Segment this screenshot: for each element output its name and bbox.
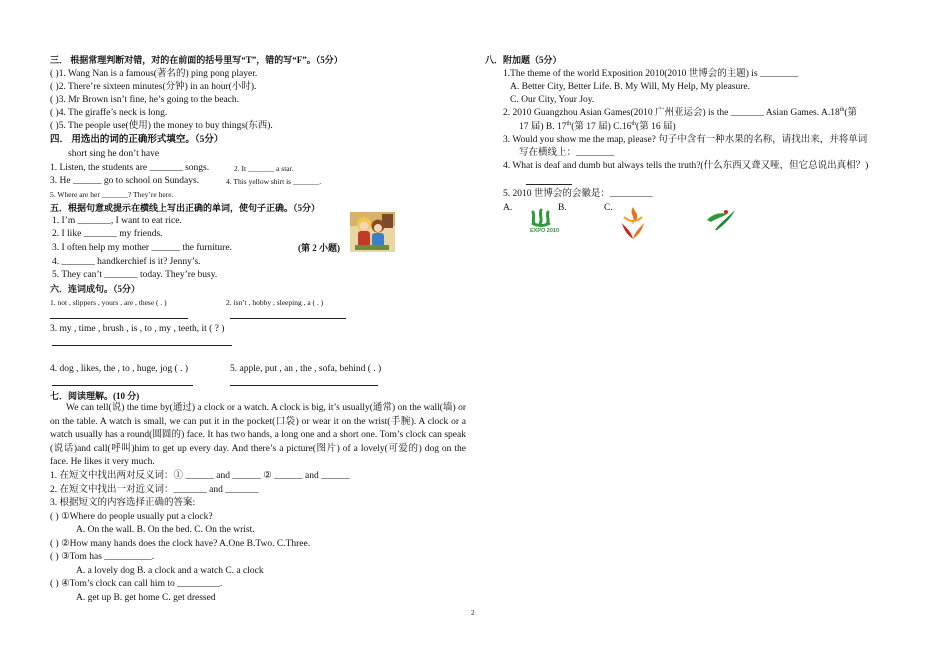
s7-choice-1-options: A. On the wall. B. On the bed. C. On the wrist. [76,525,255,535]
s7-q3: 3. 根据短文的内容选择正确的答案: [50,498,196,508]
ribbon-logo [705,208,737,232]
reading-passage: We can tell(说) the time by(通过) a clock or a watch. A clock is big, it’s usually(通常) on the wall(墙) or on the table. A watch is small, we can put it in the pocket(口袋) or wear it on the wrist(手腕). A clock or a watch usually has a round(圆圆的) face. It has two hands, a long one and a short one. Tom’s clock can speak (说话)and call(呼叫)him to get up every day. And there’s a picture(图片) of a lovely(可爱的) dog on the face. He likes it very much. [50,403,466,467]
s8-q2-part-d: (第 17 届) C.16 [571,122,632,132]
option-c-label: C. [604,203,613,213]
ordinal-suffix: th [631,120,637,127]
s5-item-3: 3. I often help my mother ______ the furniture. [52,243,232,253]
s5-item-4: 4. _______ handkerchief is it? Jenny’s. [52,257,201,267]
s7-choice-3: ( ) ③Tom has __________. [50,552,155,562]
s4-word-bank: short sing he don’t have [68,149,160,159]
page-number: 2 [471,609,475,617]
section-3-title: 三． 根据常理判断对错，对的在前面的括号里写“T”，错的写“F”。（5分） [50,55,343,65]
section-6-title: 六．连词成句。（5分） [50,284,141,294]
s3-item-1: ( )1. Wang Nan is a famous(著名的) ping pong player. [50,69,258,79]
s3-item-3: ( )3. Mr Brown isn’t fine, he’s going to the beach. [50,95,239,105]
s6-answer-line-5[interactable] [230,385,378,386]
s8-q3: 3. Would you show me the map, please? 句子中含有一种水果的名称，请找出来，并将单词 [503,135,868,145]
s8-q1-option-c: C. Our City, Your Joy. [510,95,595,105]
s7-choice-4-options: A. get up B. get home C. get dressed [76,593,216,603]
s7-choice-1: ( ) ①Where do people usually put a clock? [50,512,213,522]
s8-q2-part-b: (第 [844,108,858,118]
s8-q5: 5. 2010 世博会的会徽是：_________ [503,189,653,199]
s4-q2: 2. It _______ a star. [234,164,294,173]
option-b-label: B. [558,203,567,213]
s8-q2 [503,107,857,119]
flame-logo [618,205,648,241]
s6-answer-line-2[interactable] [230,318,346,319]
s7-choice-3-options: A. a lovely dog B. a clock and a watch C. a clock [76,566,264,576]
s8-q2-part-c: 17 届) B. 17 [519,122,567,132]
s8-q4: 4. What is deaf and dumb but always tells the truth?(什么东西又聋又哑，但它总说出真相？) [503,161,869,171]
expo-logo-text: EXPO 2010 [530,228,560,234]
s4-q1: 1. Listen, the students are _______ songs. [50,163,210,173]
s6-q2: 2. isn’t , hobby , sleeping , a ( . ) [226,298,324,307]
s6-answer-line-1[interactable] [50,318,188,319]
section-8-title: 八．附加题（5分） [485,55,562,65]
s6-answer-line-3[interactable] [52,345,232,346]
s8-q2-part-e: (第 16 届) [636,122,676,132]
s3-item-2: ( )2. There’re sixteen minutes(分钟) in an hour(小时). [50,82,257,92]
section-5-title: 五．根据句意或提示在横线上写出正确的单词，使句子正确。（5分） [50,203,321,213]
s7-q1: 1. 在短文中找出两对反义词：① ______ and ______ ② ______ and ______ [50,471,350,481]
s8-q3-answer: 写在横线上：________ [519,148,615,158]
s7-q2: 2. 在短文中找出一对近义词：_______ and _______ [50,485,259,495]
section-7-title: 七．阅读理解。(10 分) [50,391,140,401]
cartoon-girls-picture [350,212,395,252]
section-4-title: 四． 用选出的词的正确形式填空。（5分） [50,135,224,145]
s3-item-5: ( )5. The people use(使用) the money to buy things(东西). [50,121,273,131]
ordinal-suffix: th [839,106,845,113]
s4-q5: 5. Where are her _______? They’re here. [50,190,174,199]
s6-q4: 4. dog , likes, the , to , huge, jog ( . ) [50,364,188,374]
s5-item-2: 2. I like _______ my friends. [52,229,163,239]
s8-q1: 1.The theme of the world Exposition 2010(2010 世博会的主题) is ________ [503,69,798,79]
s4-q4: 4. This yellow shirt is _______. [226,177,322,186]
s5-item-1: 1. I’m _______, I want to eat rice. [52,216,182,226]
s5-picture-note: (第 2 小题) [298,243,340,253]
s7-choice-2: ( ) ②How many hands does the clock have? A.One B.Two. C.Three. [50,539,311,549]
s4-q3: 3. He ______ go to school on Sundays. [50,176,200,186]
s8-q4-answer-line[interactable] [526,184,572,185]
ordinal-suffix: th [566,120,572,127]
s6-answer-line-4[interactable] [52,385,193,386]
s3-item-4: ( )4. The giraffe’s neck is long. [50,108,168,118]
s8-q2-continued [519,121,676,133]
s7-choice-4: ( ) ④Tom’s clock can call him to _________. [50,579,223,589]
option-a-label: A. [503,203,513,213]
s6-q5: 5. apple, put , an , the , sofa, behind ( . ) [230,364,382,374]
s8-q2-part-a: 2. 2010 Guangzhou Asian Games(2010 广州亚运会) is the _______ Asian Games. A.18 [503,108,840,118]
s8-q1-options: A. Better City, Better Life. B. My Will, My Help, My pleasure. [510,82,750,92]
s5-item-5: 5. They can’t _______ today. They’re busy. [52,270,218,280]
s6-q3: 3. my , time , brush , is , to , my , teeth, it ( ? ) [50,324,225,334]
expo-2010-logo [527,208,560,240]
s6-q1: 1. not , slippers , yours , are , these ( . ) [50,298,167,307]
